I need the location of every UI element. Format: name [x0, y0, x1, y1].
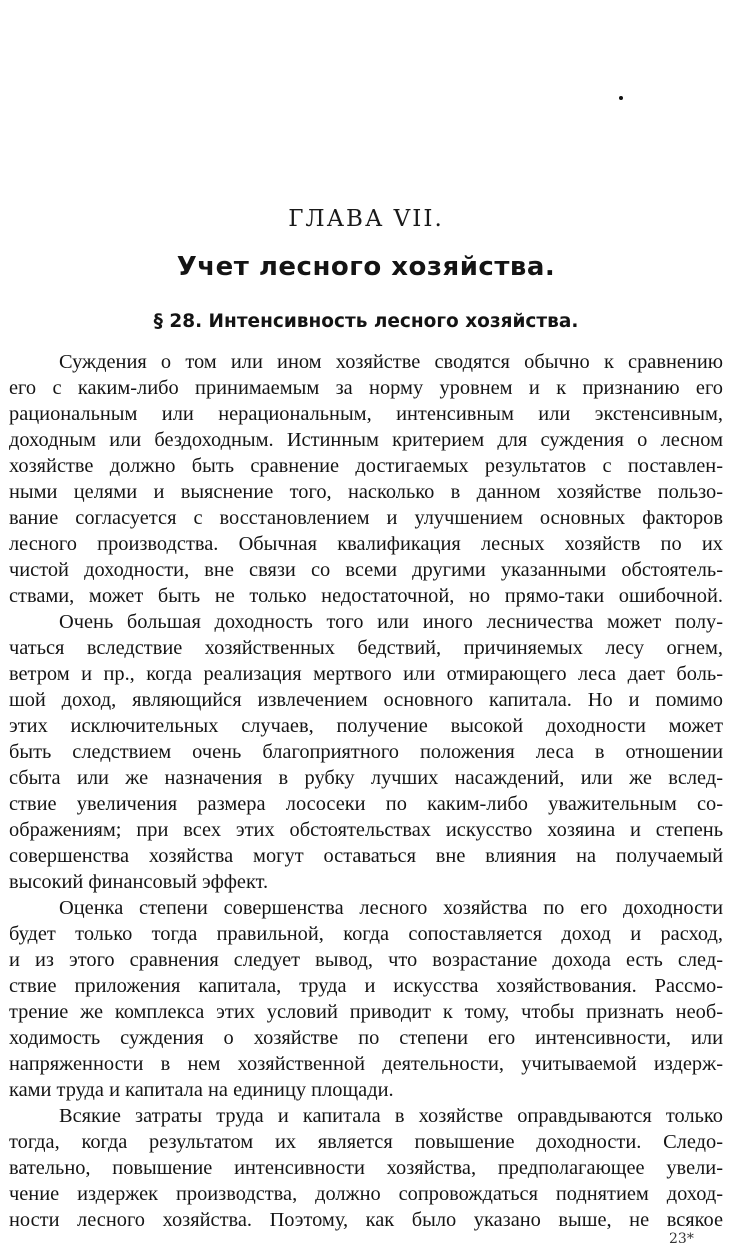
text-line: чаться вследствие хозяйственных бедствий, причиняемых лесу огнем,	[9, 637, 723, 659]
text-line: его с каким-либо принимаемым за норму уровнем и к признанию его	[9, 377, 723, 399]
text-line: Очень большая доходность того или иного лесничества может полу-	[59, 611, 723, 633]
text-line: ходимость суждения о хозяйстве по степени его интенсивности, или	[9, 1027, 723, 1049]
text-line: Суждения о том или ином хозяйстве сводятся обычно к сравнению	[59, 351, 723, 373]
text-line: ствами, может быть не только недостаточной, но прямо-таки ошибочной.	[9, 585, 723, 607]
text-line: напряженности в нем хозяйственной деятельности, учитываемой издерж-	[9, 1053, 723, 1075]
text-line: этих исключительных случаев, получение высокой доходности может	[9, 715, 723, 737]
text-line: ными целями и выяснение того, насколько в данном хозяйстве пользо-	[9, 481, 723, 503]
text-line: хозяйстве должно быть сравнение достигаемых результатов с поставлен-	[9, 455, 723, 477]
text-line: лесного производства. Обычная квалификация лесных хозяйств по их	[9, 533, 723, 555]
chapter-heading: ГЛАВА VII.	[288, 206, 444, 232]
text-line: чистой доходности, вне связи со всеми другими указанными обстоятель-	[9, 559, 723, 581]
text-line: вательно, повышение интенсивности хозяйства, предполагающее увели-	[9, 1157, 723, 1179]
text-line: ности лесного хозяйства. Поэтому, как было указано выше, не всякое	[9, 1209, 723, 1231]
text-line: и из этого сравнения следует вывод, что возрастание дохода есть след-	[9, 949, 723, 971]
text-line: чение издержек производства, должно сопровождаться поднятием доход-	[9, 1183, 723, 1205]
body-text	[9, 349, 723, 1233]
print-speck	[619, 96, 623, 100]
text-line: доходным или бездоходным. Истинным критерием для суждения о лесном	[9, 429, 723, 451]
text-line: трение же комплекса этих условий приводит к тому, чтобы признать необ-	[9, 1001, 723, 1023]
text-line: ображениям; при всех этих обстоятельствах искусство хозяина и степень	[9, 819, 723, 841]
text-line: шой доход, являющийся извлечением основного капитала. Но и помимо	[9, 689, 723, 711]
text-line: вание согласуется с восстановлением и улучшением основных факторов	[9, 507, 723, 529]
section-heading: § 28. Интенсивность лесного хозяйства.	[153, 311, 579, 332]
text-line: сбыта или же назначения в рубку лучших насаждений, или же вслед-	[9, 767, 723, 789]
text-line: ствие приложения капитала, труда и искусства хозяйствования. Рассмо-	[9, 975, 723, 997]
chapter-title: Учет лесного хозяйства.	[176, 252, 556, 282]
text-line: будет только тогда правильной, когда сопоставляется доход и расход,	[9, 923, 723, 945]
text-line: ветром и пр., когда реализация мертвого или отмирающего леса дает боль-	[9, 663, 723, 685]
text-line: ками труда и капитала на единицу площади.	[9, 1079, 394, 1101]
text-line: Всякие затраты труда и капитала в хозяйстве оправдываются только	[59, 1105, 723, 1127]
text-line: тогда, когда результатом их является повышение доходности. Следо-	[9, 1131, 723, 1153]
text-line: ствие увеличения размера лососеки по каким-либо уважительным со-	[9, 793, 723, 815]
text-line: Оценка степени совершенства лесного хозяйства по его доходности	[59, 897, 723, 919]
text-line: совершенства хозяйства могут оставаться вне влияния на получаемый	[9, 845, 723, 867]
text-line: рациональным или нерациональным, интенсивным или экстенсивным,	[9, 403, 723, 425]
text-line: высокий финансовый эффект.	[9, 871, 269, 893]
page-signature-mark: 23*	[669, 1231, 694, 1247]
text-line: быть следствием очень благоприятного положения леса в отношении	[9, 741, 723, 763]
